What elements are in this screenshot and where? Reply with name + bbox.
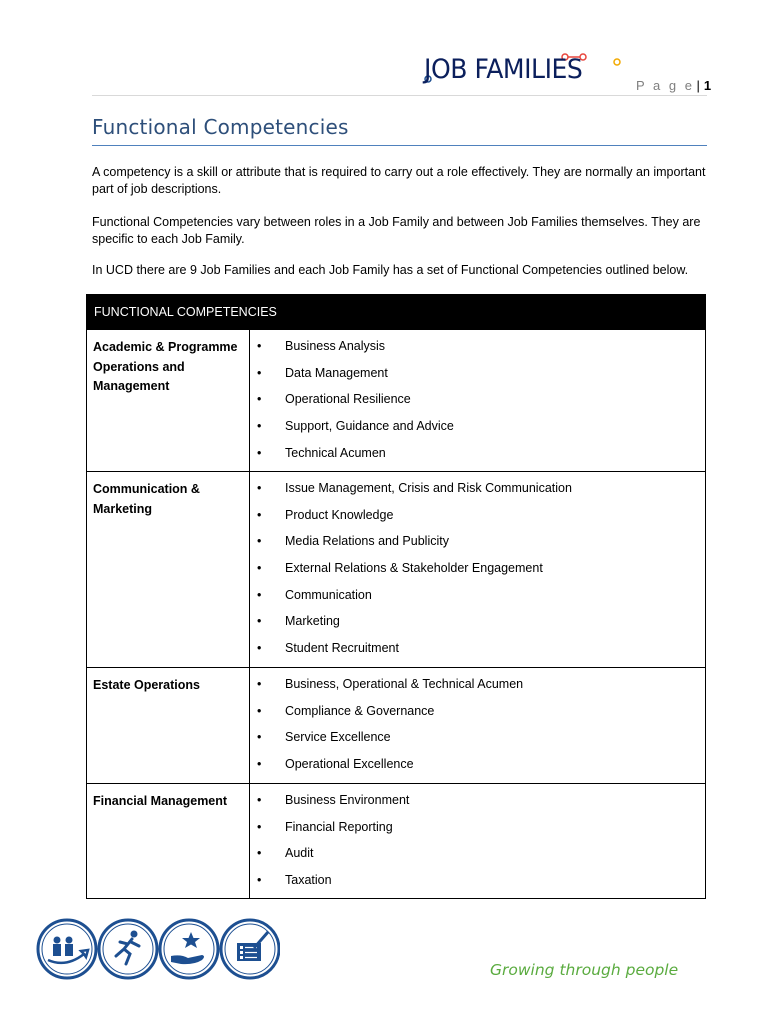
tagline: Growing through people bbox=[490, 961, 679, 979]
job-family-label: Academic & Programme Operations and Management bbox=[93, 340, 238, 393]
table-row: Financial Management • Business Environment • Financial Reporting • Audit • Taxation bbox=[87, 783, 705, 898]
table-header: FUNCTIONAL COMPETENCIES bbox=[87, 295, 705, 330]
intro-paragraph-2: Functional Competencies vary between roles in a Job Family and between Job Families themselves. They are specific to each Job Family. bbox=[92, 215, 701, 246]
page-separator: | bbox=[696, 78, 700, 93]
checklist-pen-icon bbox=[221, 920, 279, 978]
page-number bbox=[636, 78, 711, 93]
job-family-label: Financial Management bbox=[93, 794, 228, 808]
table-row: Estate Operations • Business, Operational & Technical Acumen • Compliance & Governance • Service Excellence • Operational Excellence bbox=[87, 667, 705, 784]
footer-icons bbox=[36, 918, 280, 980]
job-family-label: Communication & Marketing bbox=[93, 482, 200, 516]
runner-icon bbox=[99, 920, 157, 978]
page-label: P a g e bbox=[636, 78, 695, 93]
logo-text: JOB FAMILIES bbox=[424, 54, 583, 85]
page-title: Functional Competencies bbox=[92, 115, 349, 139]
table-row: Communication & Marketing • Issue Management, Crisis and Risk Communication • Product Knowledge • Media Relations and Publicity • External Relations & Stakeholder Engagement • Communication • Marketing • Student Recruitment bbox=[87, 471, 705, 668]
job-families-logo bbox=[424, 52, 624, 92]
table-row: Academic & Programme Operations and Management • Business Analysis • Data Management • Operational Resilience • Support, Guidance and Advice • Technical Acumen bbox=[87, 329, 705, 472]
title-underline bbox=[92, 145, 707, 146]
hand-star-icon bbox=[160, 920, 218, 978]
intro-paragraph-1: A competency is a skill or attribute that is required to carry out a role effectively. They are normally an important part of job descriptions. bbox=[92, 165, 706, 196]
competencies-table bbox=[86, 294, 706, 899]
page-number-value: 1 bbox=[703, 78, 712, 93]
job-family-label: Estate Operations bbox=[93, 678, 200, 692]
header-divider bbox=[92, 95, 707, 96]
team-growth-icon bbox=[38, 920, 96, 978]
intro-paragraph-3: In UCD there are 9 Job Families and each Job Family has a set of Functional Competencies outlined below. bbox=[92, 263, 689, 277]
